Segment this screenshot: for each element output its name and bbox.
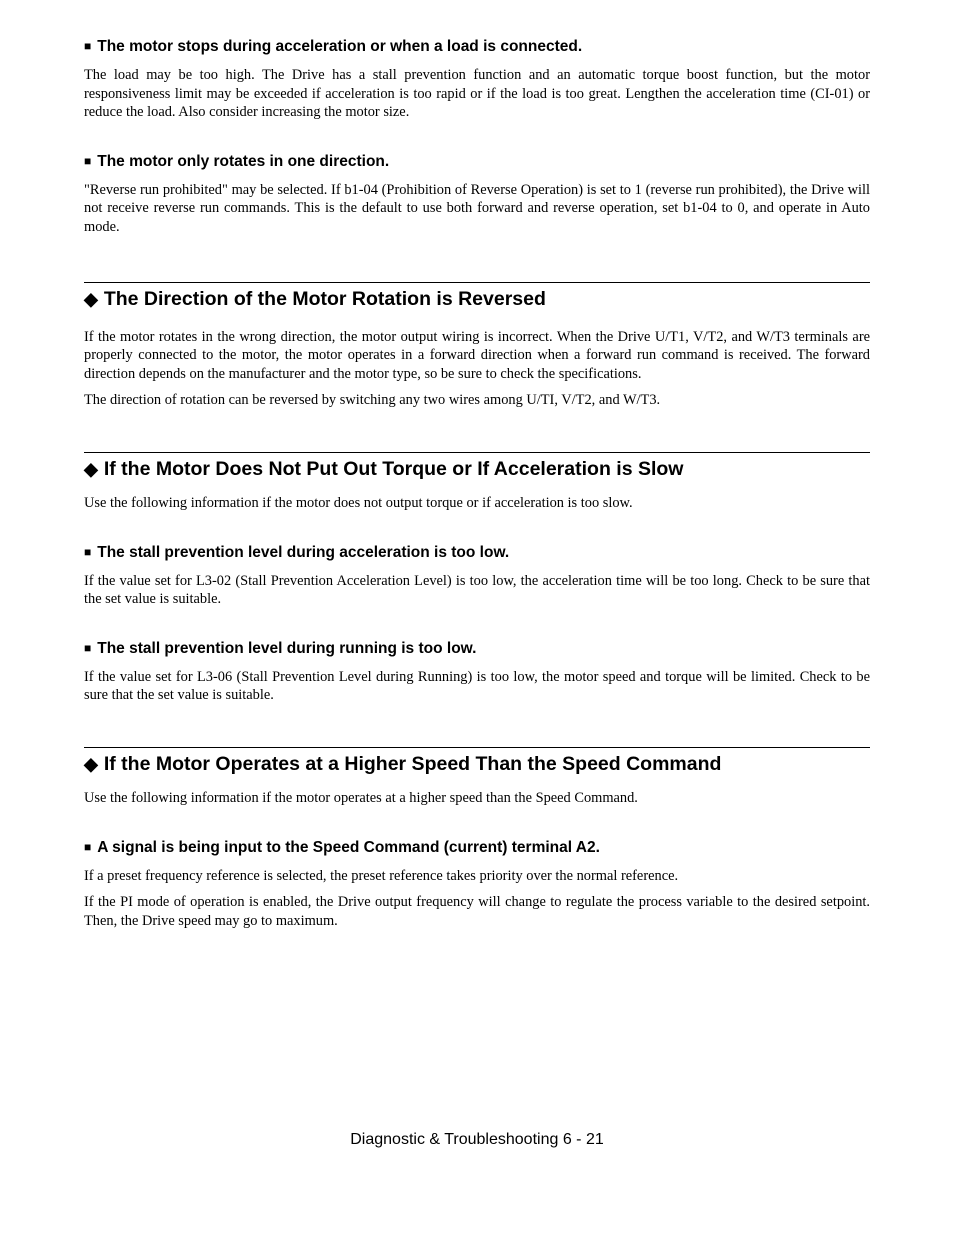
section-heading bbox=[84, 287, 870, 311]
subsection-heading-text: The stall prevention level during running is too low. bbox=[97, 639, 477, 657]
page-content bbox=[84, 36, 870, 938]
subsection-heading bbox=[84, 151, 870, 172]
section-title: The Direction of the Motor Rotation is Reversed bbox=[103, 287, 546, 310]
black-diamond-icon: ◆ bbox=[84, 288, 98, 309]
section-heading bbox=[84, 752, 870, 776]
body-paragraph: If a preset frequency reference is selected, the preset reference takes priority over the normal reference. bbox=[84, 867, 679, 884]
subsection-heading bbox=[84, 36, 870, 57]
subsection-heading bbox=[84, 542, 870, 563]
body-paragraph: If the value set for L3-06 (Stall Prevention Level during Running) is too low, the motor speed and torque will be limited. Check to be sure that the set value is suitable. bbox=[84, 668, 870, 704]
black-diamond-icon: ◆ bbox=[84, 753, 98, 774]
section bbox=[84, 747, 870, 930]
body-paragraph: If the value set for L3-02 (Stall Prevention Acceleration Level) is too low, the acceleration time will be too long. Check to be sure that the set value is suitable. bbox=[84, 572, 870, 608]
body-paragraph: "Reverse run prohibited" may be selected. If b1-04 (Prohibition of Reverse Operation) is set to 1 (reverse run prohibited), the Drive will not receive reverse run commands. This is the default to use both forward and reverse operation, set b1-04 to 0, and operate in Auto mode. bbox=[84, 181, 870, 235]
subsection bbox=[84, 36, 870, 122]
page-footer: Diagnostic & Troubleshooting 6 - 21 bbox=[350, 1131, 604, 1148]
subsection bbox=[84, 638, 870, 705]
section bbox=[84, 282, 870, 410]
black-square-icon: ■ bbox=[84, 39, 92, 53]
body-paragraph: If the motor rotates in the wrong direction, the motor output wiring is incorrect. When the Drive U/T1, V/T2, and W/T3 terminals are properly connected to the motor, the motor operates in a forward direction when a forward run command is received. The forward direction depends on the manufacturer and the motor type, so be sure to check the specifications. bbox=[84, 328, 870, 382]
subsection-heading-text: The stall prevention level during acceleration is too low. bbox=[97, 543, 510, 561]
section-title: If the Motor Operates at a Higher Speed Than the Speed Command bbox=[103, 752, 722, 775]
subsection-heading bbox=[84, 638, 870, 659]
body-paragraph: Use the following information if the motor does not output torque or if acceleration is too slow. bbox=[84, 494, 633, 511]
body-paragraph: If the PI mode of operation is enabled, the Drive output frequency will change to regulate the process variable to the desired setpoint. Then, the Drive speed may go to maximum. bbox=[84, 894, 870, 929]
black-square-icon: ■ bbox=[84, 153, 92, 168]
section-title: If the Motor Does Not Put Out Torque or If Acceleration is Slow bbox=[103, 457, 684, 480]
body-paragraph: The load may be too high. The Drive has a stall prevention function and an automatic torque boost function, but the motor responsiveness limit may be exceeded if acceleration is too rapid or if the load is too great. Lengthen the acceleration time (CI-01) or reduce the load. Also consider increasing the motor size. bbox=[84, 67, 870, 121]
subsection-heading bbox=[84, 837, 870, 858]
subsection-heading-text: The motor only rotates in one direction. bbox=[97, 152, 390, 170]
subsection bbox=[84, 542, 870, 609]
subsection bbox=[84, 151, 870, 237]
body-paragraph: Use the following information if the motor operates at a higher speed than the Speed Command. bbox=[84, 789, 638, 806]
black-square-icon: ■ bbox=[84, 839, 92, 854]
black-diamond-icon: ◆ bbox=[84, 458, 98, 479]
subsection-heading-text: The motor stops during acceleration or when a load is connected. bbox=[97, 38, 583, 55]
black-square-icon: ■ bbox=[84, 544, 92, 559]
subsection-heading-text: A signal is being input to the Speed Command (current) terminal A2. bbox=[97, 838, 600, 856]
section-heading bbox=[84, 457, 870, 481]
section bbox=[84, 452, 870, 705]
body-paragraph: The direction of rotation can be reversed by switching any two wires among U/TI, V/T2, and W/T3. bbox=[84, 392, 661, 409]
subsection bbox=[84, 837, 870, 931]
black-square-icon: ■ bbox=[84, 640, 92, 655]
